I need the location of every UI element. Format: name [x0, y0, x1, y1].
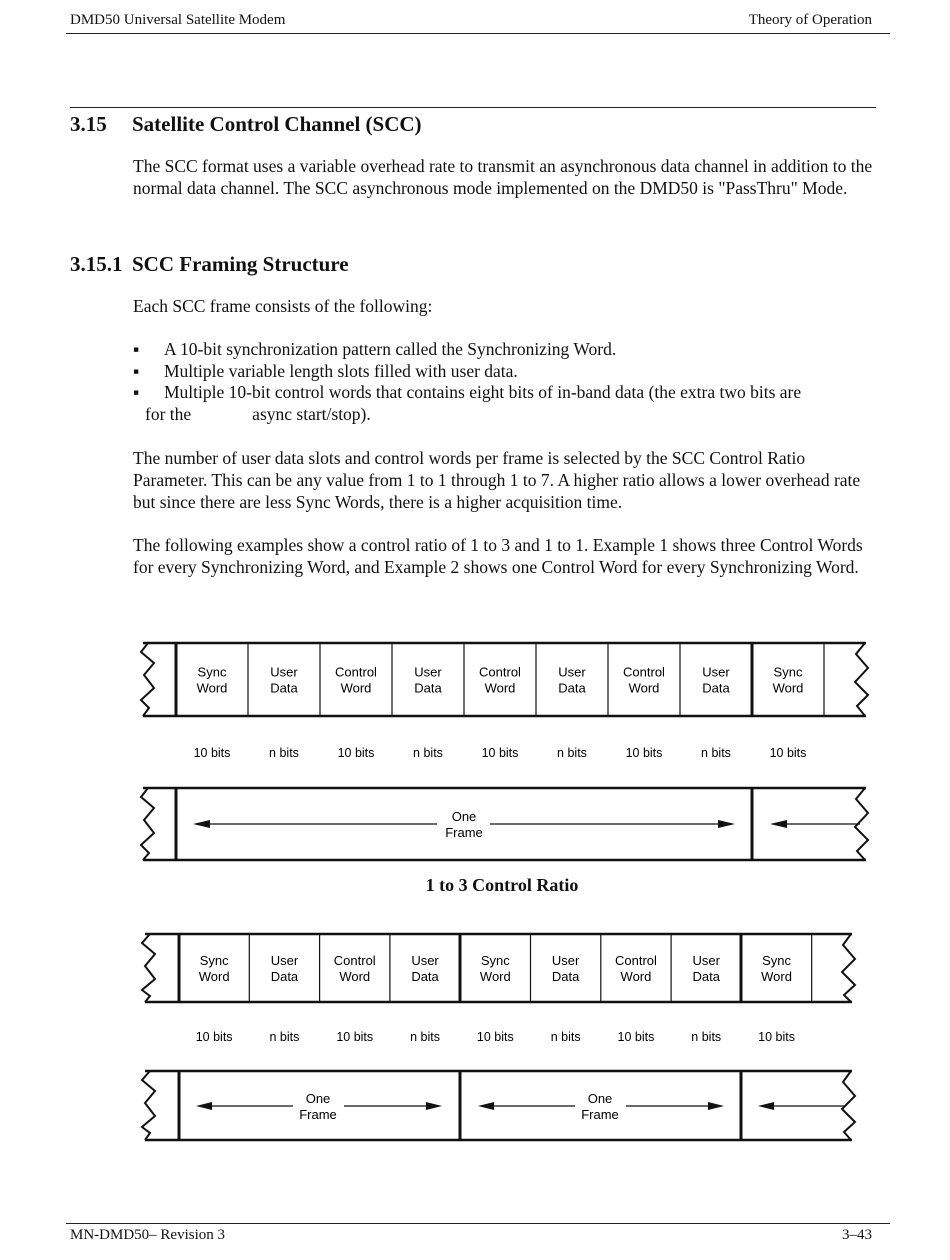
- cell-label-line1: Control: [333, 953, 376, 968]
- list-item-text: Multiple variable length slots filled with user data.: [164, 360, 518, 381]
- cell-label-line1: User: [270, 953, 299, 968]
- bullet-square-icon: ▪: [133, 382, 140, 402]
- bit-width-label: 10 bits: [625, 746, 663, 760]
- bit-width-label: 10 bits: [769, 746, 807, 760]
- cell-label-line2: Word: [484, 680, 516, 696]
- break-left-icon: [141, 788, 154, 860]
- frame-row: [141, 788, 868, 860]
- cell-label-line1: User: [270, 664, 298, 680]
- cell-label-line1: Sync: [197, 664, 227, 680]
- bit-width-label: n bits: [413, 746, 443, 760]
- right-arrow-icon: [426, 1102, 442, 1110]
- frame-label-line2: Frame: [445, 825, 483, 840]
- cell-label-line2: Word: [620, 969, 652, 984]
- subsection-title: SCC Framing Structure: [132, 252, 349, 276]
- bit-width-label: 10 bits: [617, 1030, 655, 1044]
- break-right-icon: [855, 643, 868, 716]
- diagram-1-caption: 1 to 3 Control Ratio: [425, 875, 579, 895]
- cell-label-line1: User: [411, 953, 439, 968]
- list-item-text: A 10-bit synchronization pattern called the Synchronizing Word.: [164, 339, 617, 359]
- frame-row: [142, 1071, 855, 1140]
- word-row: [141, 643, 868, 760]
- bit-width-label: n bits: [691, 1030, 722, 1044]
- left-arrow-icon: [196, 1102, 212, 1110]
- break-left-icon: [141, 643, 154, 716]
- cell-label-line1: User: [551, 953, 580, 968]
- bit-width-label: 10 bits: [337, 746, 375, 760]
- footer-rule: [66, 1223, 890, 1224]
- cell-label-line1: User: [702, 664, 730, 680]
- frame-label-line2: Frame: [299, 1107, 337, 1122]
- bit-width-label: n bits: [269, 1030, 300, 1044]
- footer-page-number: 3–43: [842, 1227, 872, 1243]
- diagram-1-to-1: [142, 934, 855, 1140]
- subsection-number: 3.15.1: [70, 252, 123, 276]
- bit-width-label: n bits: [550, 1030, 581, 1044]
- cell-label-line1: Sync: [762, 953, 792, 968]
- right-arrow-icon: [718, 820, 735, 828]
- bit-width-label: n bits: [269, 746, 299, 760]
- cell-label-line2: Data: [558, 680, 586, 696]
- footer-document-id: MN-DMD50– Revision 3: [70, 1227, 226, 1243]
- break-right-icon: [842, 934, 855, 1002]
- bullet-square-icon: ▪: [133, 339, 140, 359]
- word-row: [142, 934, 855, 1044]
- frame-label-line2: Frame: [581, 1107, 619, 1122]
- left-arrow-icon: [770, 820, 787, 828]
- cell-label-line2: Word: [761, 969, 792, 984]
- cell-label-line1: User: [692, 953, 720, 968]
- break-left-icon: [142, 1071, 155, 1140]
- section-number: 3.15: [70, 112, 107, 136]
- list-item-text: async start/stop).: [252, 403, 371, 424]
- cell-label-line2: Word: [628, 680, 660, 696]
- cell-label-line1: Sync: [773, 664, 803, 680]
- intro-paragraph: The SCC format uses a variable overhead rate to transmit an asynchronous data channel in addition to the normal data channel. The SCC asynchronous mode implemented on the DMD50 is "PassThru" Mode.: [133, 156, 873, 198]
- running-header-section: Theory of Operation: [748, 12, 872, 28]
- cell-label-line1: Sync: [480, 953, 510, 968]
- cell-label-line2: Word: [196, 680, 228, 696]
- section-title: Satellite Control Channel (SCC): [132, 112, 422, 136]
- cell-label-line2: Data: [411, 969, 439, 984]
- right-arrow-icon: [708, 1102, 724, 1110]
- bit-width-label: n bits: [557, 746, 587, 760]
- cell-label-line1: Control: [614, 953, 657, 968]
- cell-label-line2: Data: [702, 680, 730, 696]
- cell-label-line1: Control: [335, 664, 377, 680]
- left-arrow-icon: [193, 820, 210, 828]
- running-header-title: DMD50 Universal Satellite Modem: [70, 12, 286, 28]
- cell-label-line1: Control: [479, 664, 521, 680]
- cell-label-line2: Word: [198, 969, 230, 984]
- bit-width-label: 10 bits: [195, 1030, 233, 1044]
- cell-label-line2: Word: [339, 969, 371, 984]
- ratio-paragraph: The number of user data slots and control words per frame is selected by the SCC Control Ratio Parameter. This can be any value from 1 to 1 through 1 to 7. A higher ratio allows a lower overhead rate but since there are less Sync Words, there is a higher acquisition time.: [133, 448, 861, 512]
- bit-width-label: n bits: [701, 746, 731, 760]
- frame-label-line1: One: [587, 1091, 613, 1106]
- bit-labels: [196, 1030, 795, 1044]
- cell-label-line2: Word: [479, 969, 511, 984]
- bit-width-label: 10 bits: [758, 1030, 795, 1044]
- cell-label-line2: Data: [270, 969, 299, 984]
- left-arrow-icon: [758, 1102, 774, 1110]
- bullet-square-icon: ▪: [133, 360, 140, 381]
- cell-label-line2: Data: [692, 969, 720, 984]
- bit-width-label: n bits: [410, 1030, 440, 1044]
- left-arrow-icon: [478, 1102, 494, 1110]
- frame-label-line1: One: [451, 809, 477, 824]
- cell-label-line2: Data: [414, 680, 442, 696]
- bit-labels: [194, 746, 807, 760]
- bit-width-label: 10 bits: [336, 1030, 374, 1044]
- frame-label-line1: One: [305, 1091, 331, 1106]
- cell-label-line2: Word: [340, 680, 372, 696]
- lead-paragraph: Each SCC frame consists of the following:: [133, 296, 433, 316]
- bit-width-label: 10 bits: [481, 746, 519, 760]
- bit-width-label: 10 bits: [193, 746, 231, 760]
- cell-label-line2: Data: [551, 969, 580, 984]
- diagram-1-to-3: [141, 643, 868, 860]
- list-item-text: for the: [145, 403, 192, 424]
- list-item-text: Multiple 10-bit control words that contains eight bits of in-band data (the extra two bits are: [164, 382, 802, 402]
- cell-label-line2: Word: [772, 680, 804, 696]
- bit-width-label: 10 bits: [476, 1030, 514, 1044]
- cell-label-line1: Sync: [199, 953, 229, 968]
- word-cells: [197, 643, 824, 716]
- word-cells: [199, 934, 812, 1002]
- cell-label-line2: Data: [270, 680, 298, 696]
- cell-label-line1: User: [414, 664, 442, 680]
- break-left-icon: [142, 934, 155, 1002]
- cell-label-line1: Control: [623, 664, 665, 680]
- cell-label-line1: User: [558, 664, 586, 680]
- examples-paragraph: The following examples show a control ratio of 1 to 3 and 1 to 1. Example 1 shows three Control Words for every Synchronizing Word, and Example 2 shows one Control Word for every Synchronizing Word.: [133, 535, 863, 577]
